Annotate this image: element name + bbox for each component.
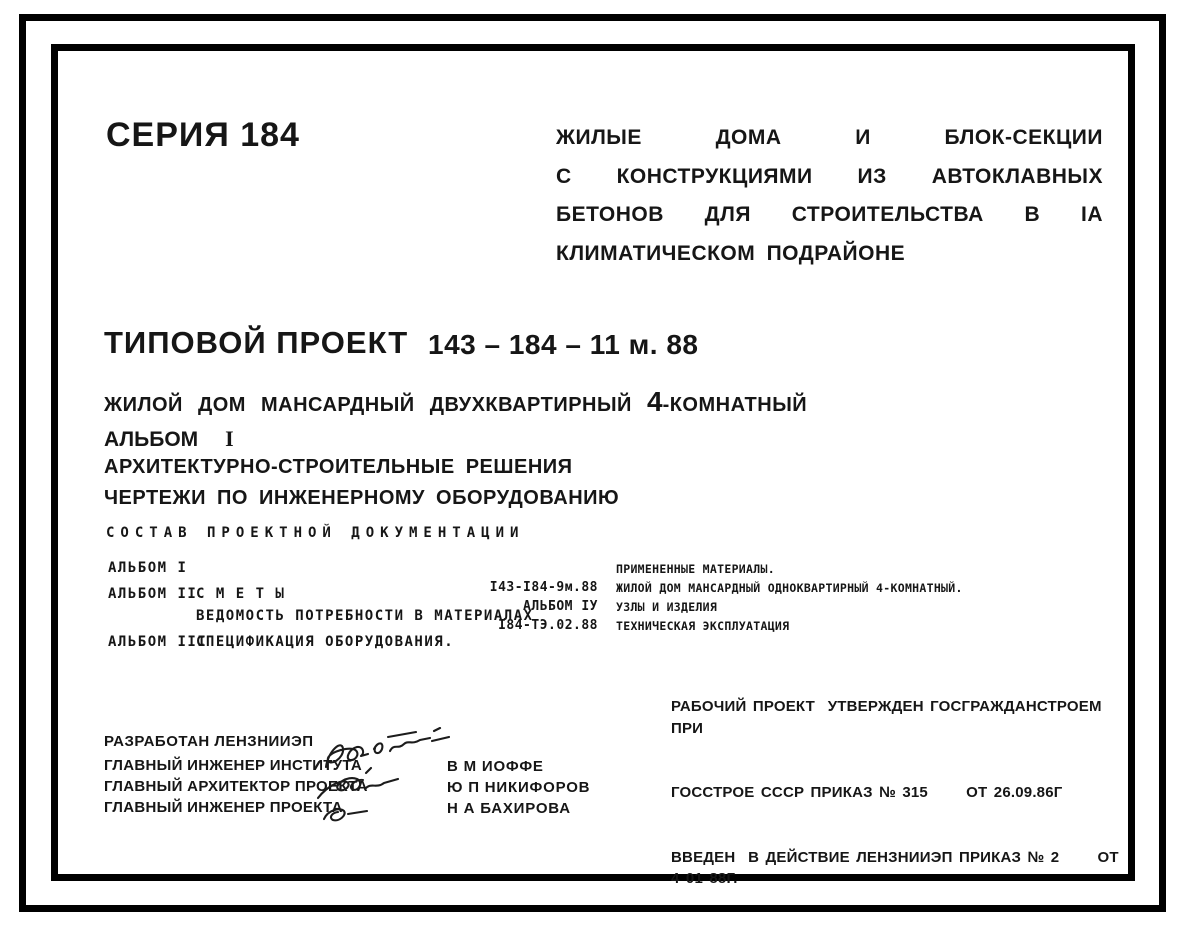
album-label: АЛЬБОМ — [104, 428, 199, 451]
album2-desc-estimates: С М Е Т Ы — [196, 586, 286, 602]
role-name-nikiforov: Ю П НИКИФОРОВ — [447, 779, 591, 796]
role-name-bakhirova: Н А БАХИРОВА — [447, 800, 571, 817]
approval-line: ГОССТРОЕ СССР ПРИКАЗ № 315 ОТ 26.09.86Г — [671, 784, 1063, 801]
developed-by-label: РАЗРАБОТАН ЛЕНЗНИИЭП — [104, 733, 314, 750]
composition-heading: СОСТАВ ПРОЕКТНОЙ ДОКУМЕНТАЦИИ — [106, 525, 525, 541]
album2-desc-materials: ВЕДОМОСТЬ ПОТРЕБНОСТИ В МАТЕРИАЛАХ — [196, 608, 534, 624]
approval-block — [671, 653, 1126, 929]
album2-label: АЛЬБОМ II — [108, 586, 198, 602]
header-line: С КОНСТРУКЦИЯМИ ИЗ АВТОКЛАВНЫХ — [556, 164, 1103, 188]
header-line: БЕТОНОВ ДЛЯ СТРОИТЕЛЬСТВА В IА — [556, 203, 1103, 226]
album-number: I — [225, 426, 234, 451]
project-description-header — [556, 119, 1103, 273]
related-doc-desc-units: УЗЛЫ И ИЗДЕЛИЯ — [616, 600, 718, 614]
building-subtitle-text: ЖИЛОЙ ДОМ МАНСАРДНЫЙ ДВУХКВАРТИРНЫЙ — [104, 394, 647, 416]
album1-label: АЛЬБОМ I — [108, 560, 188, 576]
role-title-chief-engineer-institute: ГЛАВНЫЙ ИНЖЕНЕР ИНСТИТУТА — [104, 757, 363, 774]
building-subtitle — [104, 386, 807, 418]
role-name-ioffe: В М ИОФФЕ — [447, 758, 544, 775]
rooms-suffix: -КОМНАТНЫЙ — [662, 394, 808, 416]
signature-scribble-1 — [316, 728, 449, 767]
related-doc-code-3: I84-ТЭ.02.88 — [498, 618, 598, 633]
related-doc-code-2: АЛЬБОМ IУ — [523, 599, 598, 614]
related-doc-desc-house: ЖИЛОЙ ДОМ МАНСАРДНЫЙ ОДНОКВАРТИРНЫЙ 4-КОМНАТНЫЙ. — [616, 581, 963, 595]
album3-label: АЛЬБОМ III — [108, 634, 208, 650]
signature-scribble-3 — [324, 809, 367, 820]
signatures-block — [312, 727, 462, 827]
header-line: КЛИМАТИЧЕСКОМ ПОДРАЙОНЕ — [556, 241, 906, 265]
approval-line: РАБОЧИЙ ПРОЕКТ УТВЕРЖДЕН ГОСГРАЖДАНСТРОЕМ ПРИ — [671, 698, 1109, 737]
related-doc-desc-materials: ПРИМЕНЕННЫЕ МАТЕРИАЛЫ. — [616, 562, 775, 576]
approval-line: ВВЕДЕН В ДЕЙСТВИЕ ЛЕНЗНИИЭП ПРИКАЗ № 2 ОТ 4 01 88Г. — [671, 848, 1126, 887]
related-doc-code-1: I43-I84-9м.88 — [489, 580, 598, 595]
role-title-chief-architect-project: ГЛАВНЫЙ АРХИТЕКТОР ПРОЕКТА — [104, 778, 368, 795]
related-doc-desc-maintenance: ТЕХНИЧЕСКАЯ ЭКСПЛУАТАЦИЯ — [616, 619, 790, 633]
series-title: СЕРИЯ 184 — [106, 116, 300, 154]
header-line: ЖИЛЫЕ ДОМА И БЛОК-СЕКЦИИ — [556, 126, 1103, 149]
album3-desc-equipment: СПЕЦИФИКАЦИЯ ОБОРУДОВАНИЯ. — [196, 634, 455, 650]
project-number: 143 – 184 – 11 м. 88 — [428, 329, 699, 360]
role-title-chief-engineer-project: ГЛАВНЫЙ ИНЖЕНЕР ПРОЕКТА — [104, 799, 343, 816]
rooms-count: 4 — [646, 386, 663, 417]
signature-scribble-2 — [318, 768, 398, 798]
section-title-architectural: АРХИТЕКТУРНО-СТРОИТЕЛЬНЫЕ РЕШЕНИЯ — [104, 456, 573, 478]
section-title-engineering: ЧЕРТЕЖИ ПО ИНЖЕНЕРНОМУ ОБОРУДОВАНИЮ — [104, 487, 620, 509]
album-line — [104, 426, 234, 452]
project-type-label: ТИПОВОЙ ПРОЕКТ — [104, 325, 409, 360]
